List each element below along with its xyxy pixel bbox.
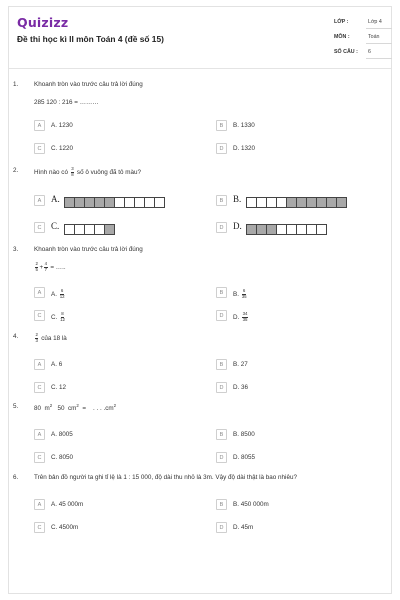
fraction-numerator: 6: [242, 288, 246, 293]
option-text: [51, 289, 66, 299]
question-text-before: Hình nào có: [34, 168, 68, 176]
expr-answer: . . . .cm: [93, 405, 114, 413]
fraction: [35, 333, 38, 343]
shaded-square: [104, 224, 115, 235]
fraction-denominator: 3: [35, 337, 38, 343]
fraction-denominator: 5: [35, 266, 38, 272]
expr-equals: =: [82, 405, 87, 413]
option-prefix: C.: [51, 313, 58, 321]
question-text-after: số ô vuông đã tô màu?: [76, 168, 141, 176]
option-text: B. 450 000m: [233, 501, 269, 508]
option-letter: B: [216, 120, 227, 131]
shaded-square: [336, 197, 347, 208]
expression-rest: = …..: [50, 263, 66, 271]
question-number: 1.: [13, 81, 19, 88]
option-prefix: B.: [233, 290, 239, 298]
option-letter: D: [216, 522, 227, 533]
question-text-after: của 18 là: [41, 334, 67, 342]
option-letter: C: [34, 143, 45, 154]
option-text: C. 4500m: [51, 524, 79, 531]
option-label: B.: [233, 194, 242, 204]
empty-square: [316, 224, 327, 235]
option-text: B. 8500: [233, 431, 255, 438]
fraction: [35, 262, 38, 272]
option-text: D. 1320: [233, 145, 256, 152]
fraction: [44, 262, 47, 272]
option-letter: A: [34, 195, 45, 206]
option-letter: A: [34, 429, 45, 440]
option-text: D. 45m: [233, 524, 254, 531]
empty-square: [154, 197, 165, 208]
fraction-numerator: 3: [71, 166, 74, 171]
option-text: [233, 289, 248, 299]
fraction-numerator: 34: [242, 311, 248, 316]
option-letter: B: [216, 429, 227, 440]
option-letter: A: [34, 499, 45, 510]
option-prefix: D.: [233, 313, 240, 321]
fraction-denominator: 35: [242, 316, 248, 322]
fraction-denominator: 7: [44, 266, 48, 272]
expr-exponent: 2: [49, 403, 53, 408]
meta-underline: [366, 58, 392, 59]
fraction: [242, 312, 248, 322]
worksheet-page: [8, 6, 392, 594]
option-text: B. 1330: [233, 122, 255, 129]
question-text: Khoanh tròn vào trước câu trả lời đúng: [34, 246, 143, 253]
option-text: B. 27: [233, 361, 248, 368]
fraction-numerator: 6: [60, 288, 64, 293]
option-letter: D: [216, 222, 227, 233]
fraction: [71, 167, 74, 177]
option-letter: D: [216, 382, 227, 393]
question-number: 5.: [13, 403, 19, 410]
operator: +: [39, 263, 44, 271]
option-letter: D: [216, 310, 227, 321]
option-text: A. 1230: [51, 122, 73, 129]
fraction-denominator: 12: [60, 316, 65, 322]
option-text: C. 8050: [51, 454, 74, 461]
option-text: [233, 312, 249, 322]
meta-value: Toán: [368, 34, 380, 40]
option-label: D.: [233, 221, 242, 231]
meta-key: LỚP :: [334, 19, 349, 25]
meta-value: Lớp 4: [368, 19, 382, 25]
square-strip: [64, 224, 114, 235]
option-text: C. 12: [51, 384, 67, 391]
expr-unit: m: [44, 405, 50, 413]
option-letter: A: [34, 359, 45, 370]
square-strip: [246, 197, 346, 208]
fraction-numerator: 4: [44, 261, 48, 266]
fraction-numerator: 8: [61, 311, 64, 316]
option-letter: A: [34, 120, 45, 131]
option-text: C. 1220: [51, 145, 74, 152]
option-letter: D: [216, 452, 227, 463]
question-number: 3.: [13, 246, 19, 253]
fraction: [242, 289, 247, 299]
meta-underline: [366, 28, 392, 29]
square-strip: [246, 224, 326, 235]
question-text: [34, 333, 67, 343]
question-number: 4.: [13, 333, 19, 340]
square-strip: [64, 197, 164, 208]
expr-part: 50: [57, 405, 65, 413]
option-text: A. 45 000m: [51, 501, 84, 508]
option-letter: B: [216, 195, 227, 206]
worksheet-title: Đề thi học kì II môn Toán 4 (đề số 15): [17, 34, 164, 44]
option-letter: C: [34, 382, 45, 393]
question-number: 6.: [13, 474, 19, 481]
meta-row-count: [334, 47, 386, 62]
expr-part: 80: [34, 405, 42, 413]
meta-underline: [366, 43, 392, 44]
option-text: A. 8005: [51, 431, 73, 438]
option-letter: B: [216, 287, 227, 298]
fraction-denominator: 8: [71, 171, 74, 177]
expr-exponent: 2: [113, 403, 117, 408]
fraction: [60, 312, 65, 322]
option-letter: B: [216, 499, 227, 510]
fraction-numerator: 2: [35, 261, 38, 266]
meta-row-class: [334, 17, 386, 32]
option-text: A. 6: [51, 361, 63, 368]
question-expression: 285 120 : 216 = ………: [34, 99, 99, 106]
question-expression: [34, 262, 66, 272]
quizizz-logo: Quizizz: [17, 15, 69, 30]
option-letter: C: [34, 452, 45, 463]
option-letter: C: [34, 522, 45, 533]
option-letter: C: [34, 222, 45, 233]
question-text: [34, 167, 141, 177]
meta-block: [334, 17, 386, 62]
meta-key: SỐ CÂU :: [334, 49, 358, 55]
fraction: [60, 289, 65, 299]
option-letter: B: [216, 359, 227, 370]
option-letter: C: [34, 310, 45, 321]
option-text: [51, 312, 66, 322]
expr-exponent: 2: [76, 403, 79, 408]
question-expression: [34, 403, 116, 412]
meta-value: 6: [368, 49, 371, 55]
meta-key: MÔN :: [334, 34, 350, 40]
question-text: Khoanh tròn vào trước câu trả lời đúng: [34, 81, 143, 88]
option-prefix: A.: [51, 290, 57, 298]
expr-unit: cm: [67, 405, 77, 413]
option-text: D. 8055: [233, 454, 256, 461]
fraction-numerator: 2: [35, 332, 38, 337]
meta-row-subject: [334, 32, 386, 47]
fraction-denominator: 12: [59, 293, 65, 299]
question-number: 2.: [13, 167, 19, 174]
option-text: D. 36: [233, 384, 249, 391]
question-text: Trên bản đồ người ta ghi tỉ lệ là 1 : 15 000, độ dài thu nhỏ là 3m. Vậy độ dài thật là bao nhiêu?: [34, 474, 297, 481]
option-letter: A: [34, 287, 45, 298]
header-divider: [9, 68, 391, 69]
option-letter: D: [216, 143, 227, 154]
option-label: A.: [51, 194, 60, 204]
option-label: C.: [51, 221, 60, 231]
fraction-denominator: 35: [241, 293, 247, 299]
